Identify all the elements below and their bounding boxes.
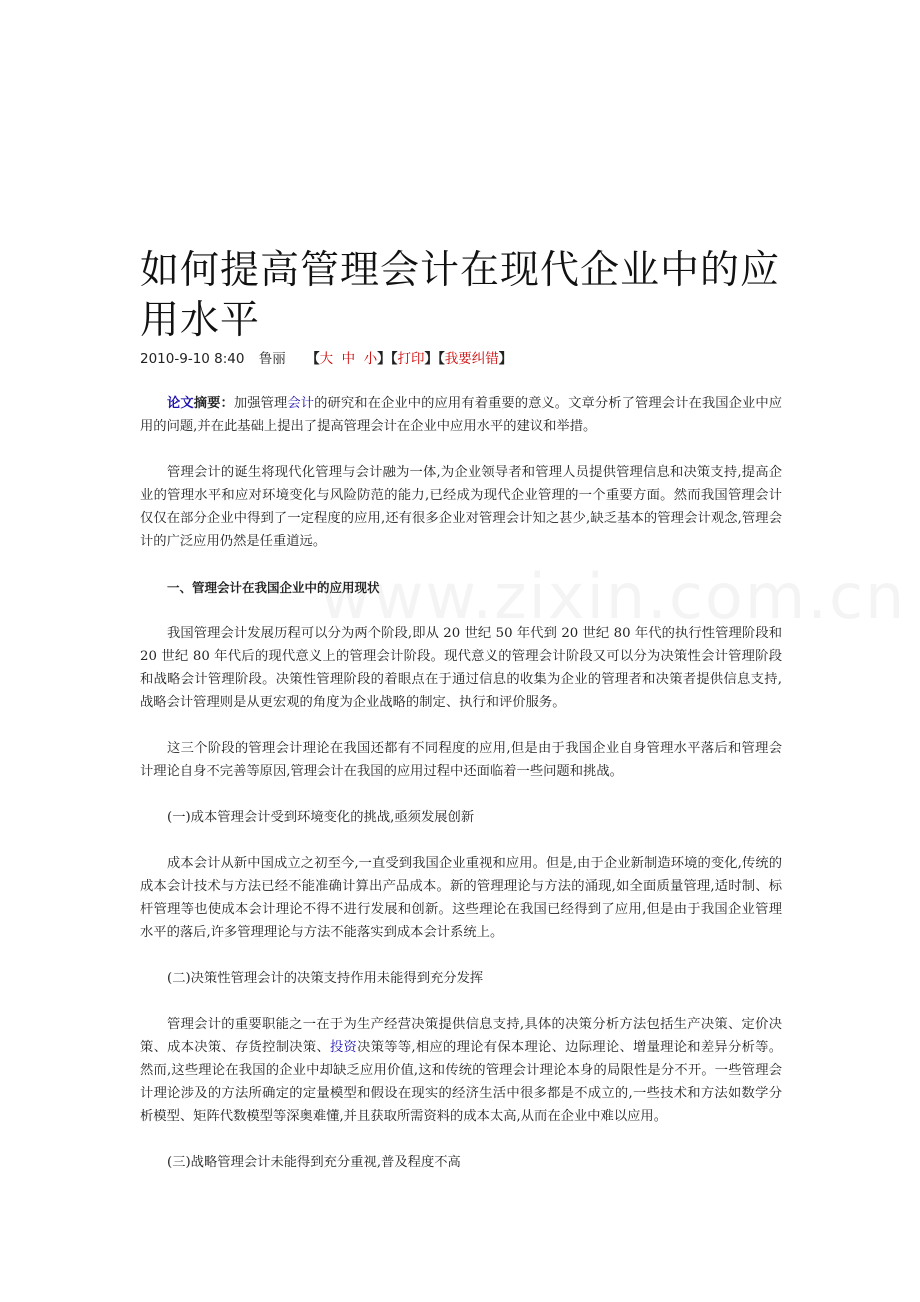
- body-paragraph: 成本会计从新中国成立之初至今,一直受到我国企业重视和应用。但是,由于企业新制造环境的变化,传统的成本会计技术与方法已经不能准确计算出产品成本。新的管理理论与方法的涌现,如全面质量管理,适时制、标杆管理等也使成本会计理论不得不进行发展和创新。这些理论在我国已经得到了应用,但是由于我国企业管理水平的落后,许多管理理论与方法不能落实到成本会计系统上。: [140, 856, 782, 940]
- keyword-link-kuaiji[interactable]: 会计: [287, 396, 315, 411]
- font-size-medium-link[interactable]: 中: [341, 351, 356, 367]
- font-size-large-link[interactable]: 大: [319, 351, 334, 367]
- article-author: 鲁丽: [258, 351, 286, 367]
- keyword-link-touzi[interactable]: 投资: [329, 1040, 358, 1055]
- abstract-paragraph: [140, 392, 782, 438]
- body-paragraph: 这三个阶段的管理会计理论在我国还都有不同程度的应用,但是由于我国企业自身管理水平落后和管理会计理论自身不完善等原因,管理会计在我国的应用过程中还面临着一些问题和挑战。: [140, 741, 782, 779]
- article-date: 2010-9-10 8:40: [140, 351, 245, 367]
- keyword-link-lunwen[interactable]: 论文: [167, 396, 194, 411]
- body-paragraph: [140, 1013, 782, 1128]
- section-heading: 一、管理会计在我国企业中的应用现状: [167, 580, 380, 595]
- report-error-link[interactable]: 我要纠错: [444, 351, 499, 367]
- subsection-heading: (三)战略管理会计未能得到充分重视,普及程度不高: [167, 1155, 461, 1170]
- article-meta: [140, 347, 790, 367]
- paragraph-text: 管理会计的重要职能之一在于为生产经营决策提供信息支持,具体的决策分析方法包括生产决策、定价决策、成本决策、存货控制决策、: [140, 1017, 782, 1055]
- subsection-heading: (一)成本管理会计受到环境变化的挑战,亟须发展创新: [167, 810, 475, 825]
- body-paragraph: 我国管理会计发展历程可以分为两个阶段,即从 20 世纪 50 年代到 20 世纪 80 年代的执行性管理阶段和 20 世纪 80 年代后的现代意义上的管理会计阶段。现代意义的管理会计阶段又可以分为决策性会计管理阶段和战略会计管理阶段。决策性管理阶段的着眼点在于通过信息的收集为企业的管理者和决策者提供信息支持,战略会计管理则是从更宏观的角度为企业战略的制定、执行和评价服务。: [140, 626, 782, 710]
- tools-separator: 】【: [377, 351, 398, 367]
- article-tools: [306, 351, 512, 367]
- article-title: 如何提高管理会计在现代企业中的应用水平: [140, 248, 781, 343]
- tools-bracket-close: 】: [498, 351, 513, 367]
- print-link[interactable]: 打印: [397, 351, 425, 367]
- abstract-label: 摘要：: [193, 396, 234, 411]
- subsection-heading: (二)决策性管理会计的决策支持作用未能得到充分发挥: [167, 971, 484, 986]
- tools-separator: 】【: [424, 351, 445, 367]
- paragraph-text: 决策等等,相应的理论有保本理论、边际理论、增量理论和差异分析等。然而,这些理论在我国的企业中却缺乏应用价值,这和传统的管理会计理论本身的局限性是分不开。一些管理会计理论涉及的方法所确定的定量模型和假设在现实的经济生活中很多都是不成立的,一些技术和方法如数学分析模型、矩阵代数模型等深奥难懂,并且获取所需资料的成本太高,从而在企业中难以应用。: [140, 1040, 783, 1124]
- intro-paragraph: 管理会计的诞生将现代化管理与会计融为一体,为企业领导者和管理人员提供管理信息和决策支持,提高企业的管理水平和应对环境变化与风险防范的能力,已经成为现代企业管理的一个重要方面。然而我国管理会计仅仅在部分企业中得到了一定程度的应用,还有很多企业对管理会计知之甚少,缺乏基本的管理会计观念,管理会计的广泛应用仍然是任重道远。: [140, 465, 782, 549]
- tools-bracket-open: 【: [306, 351, 320, 367]
- article-body: [140, 392, 782, 1197]
- font-size-small-link[interactable]: 小: [363, 351, 378, 367]
- abstract-text: 的研究和在企业中的应用有着重要的意义。文章分析了管理会计在我国企业中应用的问题,并在此基础上提出了提高管理会计在企业中应用水平的建议和举措。: [140, 396, 783, 434]
- abstract-text: 加强管理: [233, 396, 288, 411]
